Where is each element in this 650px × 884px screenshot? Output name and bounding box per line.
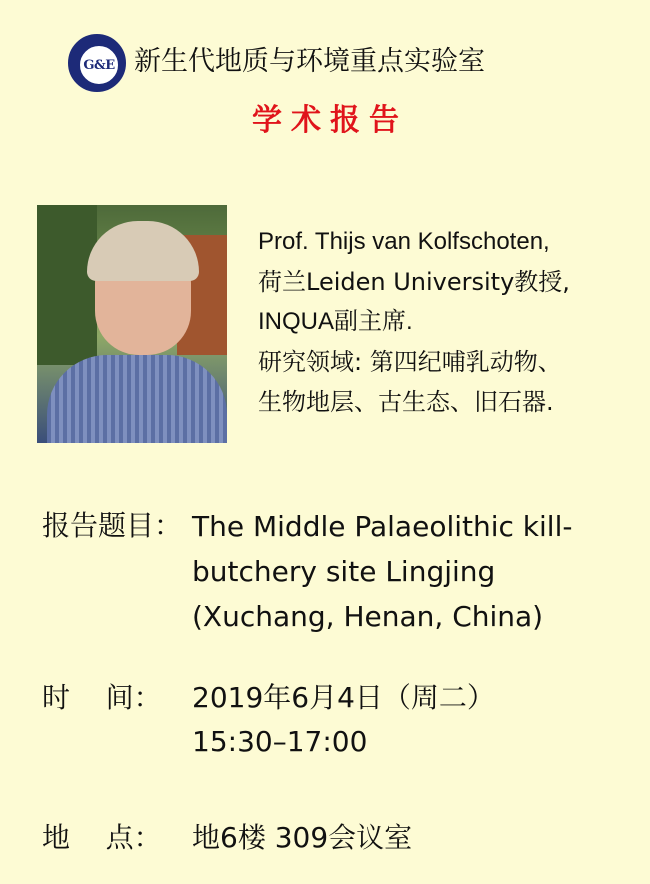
photo-hair xyxy=(87,221,199,281)
lab-name: 新生代地质与环境重点实验室 xyxy=(134,46,485,77)
talk-title-line: (Xuchang, Henan, China) xyxy=(192,600,544,633)
speaker-role: INQUA副主席. xyxy=(258,308,413,335)
photo-shirt xyxy=(47,355,227,443)
talk-time-value xyxy=(192,676,495,764)
talk-time-row xyxy=(42,676,495,764)
talk-time-label: 时 间： xyxy=(42,681,162,714)
lab-logo xyxy=(68,34,126,92)
photo-tree xyxy=(37,205,97,365)
talk-place-value: 地6楼 309会议室 xyxy=(192,821,413,854)
speaker-name: Prof. Thijs van Kolfschoten, xyxy=(258,228,550,255)
research-field-line-2: 生物地层、古生态、旧石器. xyxy=(258,388,554,416)
talk-title-line: butchery site Lingjing xyxy=(192,555,496,588)
talk-hours: 15:30–17:00 xyxy=(192,725,368,758)
logo-text: G&E xyxy=(79,45,119,85)
research-field-line-1: 研究领域: 第四纪哺乳动物、 xyxy=(258,348,562,376)
header xyxy=(68,30,628,90)
talk-place-row xyxy=(42,816,412,860)
talk-title-label: 报告题目： xyxy=(42,509,183,542)
talk-place-label: 地 点： xyxy=(42,821,162,854)
talk-date: 2019年6月4日（周二） xyxy=(192,681,495,714)
talk-title-row xyxy=(42,504,617,639)
report-title: 学术报告 xyxy=(252,103,408,138)
speaker-bio xyxy=(258,222,638,422)
speaker-photo xyxy=(37,205,227,443)
talk-title-value xyxy=(192,504,617,639)
speaker-affiliation: 荷兰Leiden University教授, xyxy=(258,268,570,296)
talk-title-line: The Middle Palaeolithic kill- xyxy=(192,510,573,543)
